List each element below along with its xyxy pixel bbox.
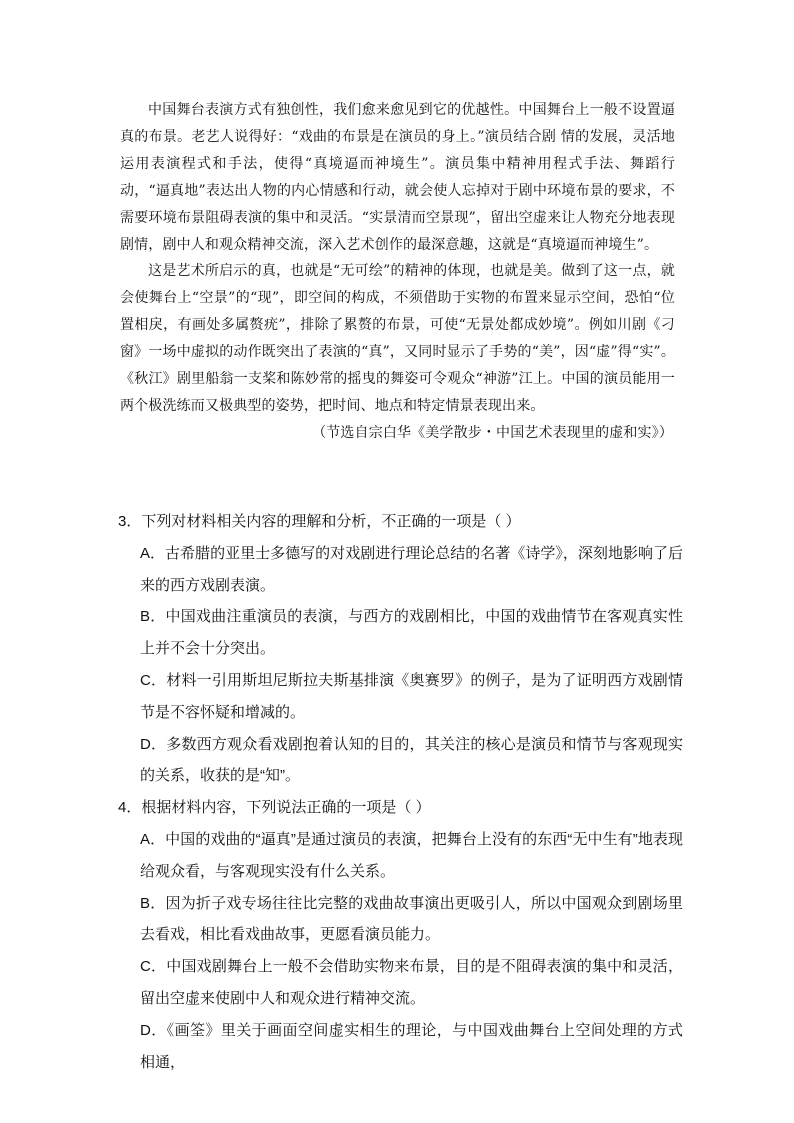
passage-paragraph-2: 这是艺术所启示的真，也就是“无可绘”的精神的体现，也就是美。做到了这一点，就会使舞台上“空景”的“现”，即空间的构成，不须借助于实物的布置来显示空间，恐怕“位置相戾，有画处多属赘疣”，排除了累赘的布景，可使“无景处都成妙境”。例如川剧《刁窗》一场中虚拟的动作既突出了表演的“真”，又同时显示了手势的“美”，因“虚”得“实”。《秋江》剧里船翁一支桨和陈妙常的摇曳的舞姿可令观众“神游”江上。中国的演员能用一两个极洗练而又极典型的姿势，把时间、地点和特定情景表现出来。	[120, 263, 675, 414]
question-4-option-a: A．中国的戏曲的“逼真”是通过演员的表演，把舞台上没有的东西“无中生有”地表现给观众看，与客观现实没有什么关系。	[140, 830, 683, 880]
question-3-option-a: A．古希腊的亚里士多德写的对戏剧进行理论总结的名著《诗学》，深刻地影响了后来的西方戏剧表演。	[140, 544, 683, 594]
reading-passage	[120, 97, 675, 447]
question-3-option-d: D．多数西方观众看戏剧抱着认知的目的，其关注的核心是演员和情节与客观现实的关系，收获的是“知”。	[140, 735, 683, 785]
passage-source-citation: （节选自宗白华《美学散步・中国艺术表现里的虚和实》）	[312, 424, 673, 441]
question-4	[118, 792, 683, 1078]
question-4-option-c: C．中国戏剧舞台上一般不会借助实物来布景，目的是不阻碍表演的集中和灵活，留出空虚来使剧中人和观众进行精神交流。	[140, 958, 683, 1007]
question-3	[118, 506, 683, 792]
question-3-stem: 3．下列对材料相关内容的理解和分析，不正确的一项是（ ）	[118, 513, 521, 530]
question-3-option-c: C．材料一引用斯坦尼斯拉夫斯基排演《奥赛罗》的例子，是为了证明西方戏剧情节是不容怀疑和增减的。	[140, 671, 683, 721]
question-3-option-b: B．中国戏曲注重演员的表演，与西方的戏剧相比，中国的戏曲情节在客观真实性上并不会十分突出。	[140, 608, 683, 658]
question-4-option-b: B．因为折子戏专场往往比完整的戏曲故事演出更吸引人，所以中国观众到剧场里去看戏，相比看戏曲故事，更愿看演员能力。	[140, 894, 683, 944]
question-4-option-d: D．《画筌》里关于画面空间虚实相生的理论，与中国戏曲舞台上空间处理的方式相通，	[140, 1021, 683, 1071]
passage-paragraph-1: 中国舞台表演方式有独创性，我们愈来愈见到它的优越性。中国舞台上一般不设置逼真的布景。老艺人说得好：“戏曲的布景是在演员的身上。”演员结合剧 情的发展，灵活地运用表演程式和手法，使得“真境逼而神境生”。演员集中精神用程式手法、舞蹈行动，“逼真地”表达出人物的内心情感和行动，就会使人忘掉对于剧中环境布景的要求，不需要环境布景阻碍表演的集中和灵活。“实景清而空景现”，留出空虚来让人物充分地表现剧情，剧中人和观众精神交流，深入艺术创作的最深意趣，这就是“真境逼而神境生”。	[120, 102, 675, 253]
question-4-stem: 4．根据材料内容，下列说法正确的一项是（ ）	[118, 799, 431, 817]
question-list	[118, 506, 683, 1078]
